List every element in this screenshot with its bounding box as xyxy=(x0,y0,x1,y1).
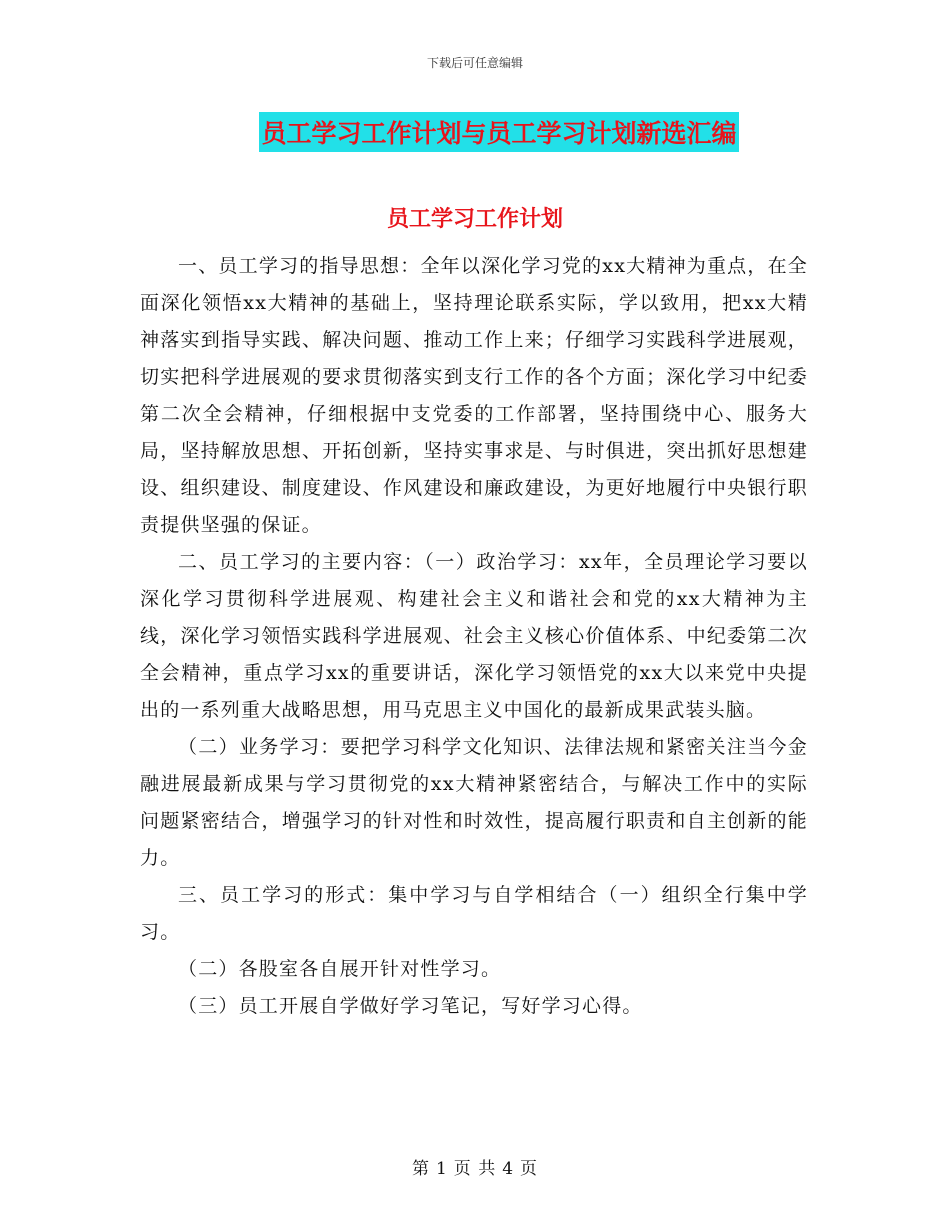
body-text xyxy=(140,248,808,1025)
paragraph: 一、员工学习的指导思想：全年以深化学习党的xx大精神为重点，在全面深化领悟xx大精神的基础上，坚持理论联系实际，学以致用，把xx大精神落实到指导实践、解决问题、推动工作上来；仔细学习实践科学进展观，切实把科学进展观的要求贯彻落实到支行工作的各个方面；深化学习中纪委第二次全会精神，仔细根据中支党委的工作部署，坚持围绕中心、服务大局，坚持解放思想、开拓创新，坚持实事求是、与时俱进，突出抓好思想建设、组织建设、制度建设、作风建设和廉政建设，为更好地履行中央银行职责提供坚强的保证。 xyxy=(140,255,808,536)
paragraph: 三、员工学习的形式：集中学习与自学相结合（一）组织全行集中学习。 xyxy=(140,884,808,943)
document-title: 员工学习工作计划与员工学习计划新选汇编 xyxy=(259,112,738,152)
footer-prefix: 第 xyxy=(411,1159,430,1179)
doc-title-wrap xyxy=(0,112,950,152)
paragraph: （三）员工开展自学做好学习笔记，写好学习心得。 xyxy=(178,995,643,1017)
paragraph: （二）业务学习：要把学习科学文化知识、法律法规和紧密关注当今金融进展最新成果与学习贯彻党的xx大精神紧密结合，与解决工作中的实际问题紧密结合，增强学习的针对性和时效性，提高履行职责和自主创新的能力。 xyxy=(140,736,808,869)
header-note: 下载后可任意编辑 xyxy=(426,56,523,70)
paragraph: （二）各股室各自展开针对性学习。 xyxy=(178,958,502,980)
section-title: 员工学习工作计划 xyxy=(386,206,563,232)
footer-suffix: 页 xyxy=(520,1159,539,1179)
footer-middle: 页 共 xyxy=(453,1159,497,1179)
page-footer xyxy=(0,1154,950,1179)
paragraph: 二、员工学习的主要内容：（一）政治学习：xx年，全员理论学习要以深化学习贯彻科学进展观、构建社会主义和谐社会和党的xx大精神为主线，深化学习领悟实践科学进展观、社会主义核心价值体系、中纪委第二次全会精神，重点学习xx的重要讲话，深化学习领悟党的xx大以来党中央提出的一系列重大战略思想，用马克思主义中国化的最新成果武装头脑。 xyxy=(140,551,808,721)
footer-total-pages: 4 xyxy=(502,1159,515,1179)
footer-page-number: 1 xyxy=(435,1159,448,1179)
